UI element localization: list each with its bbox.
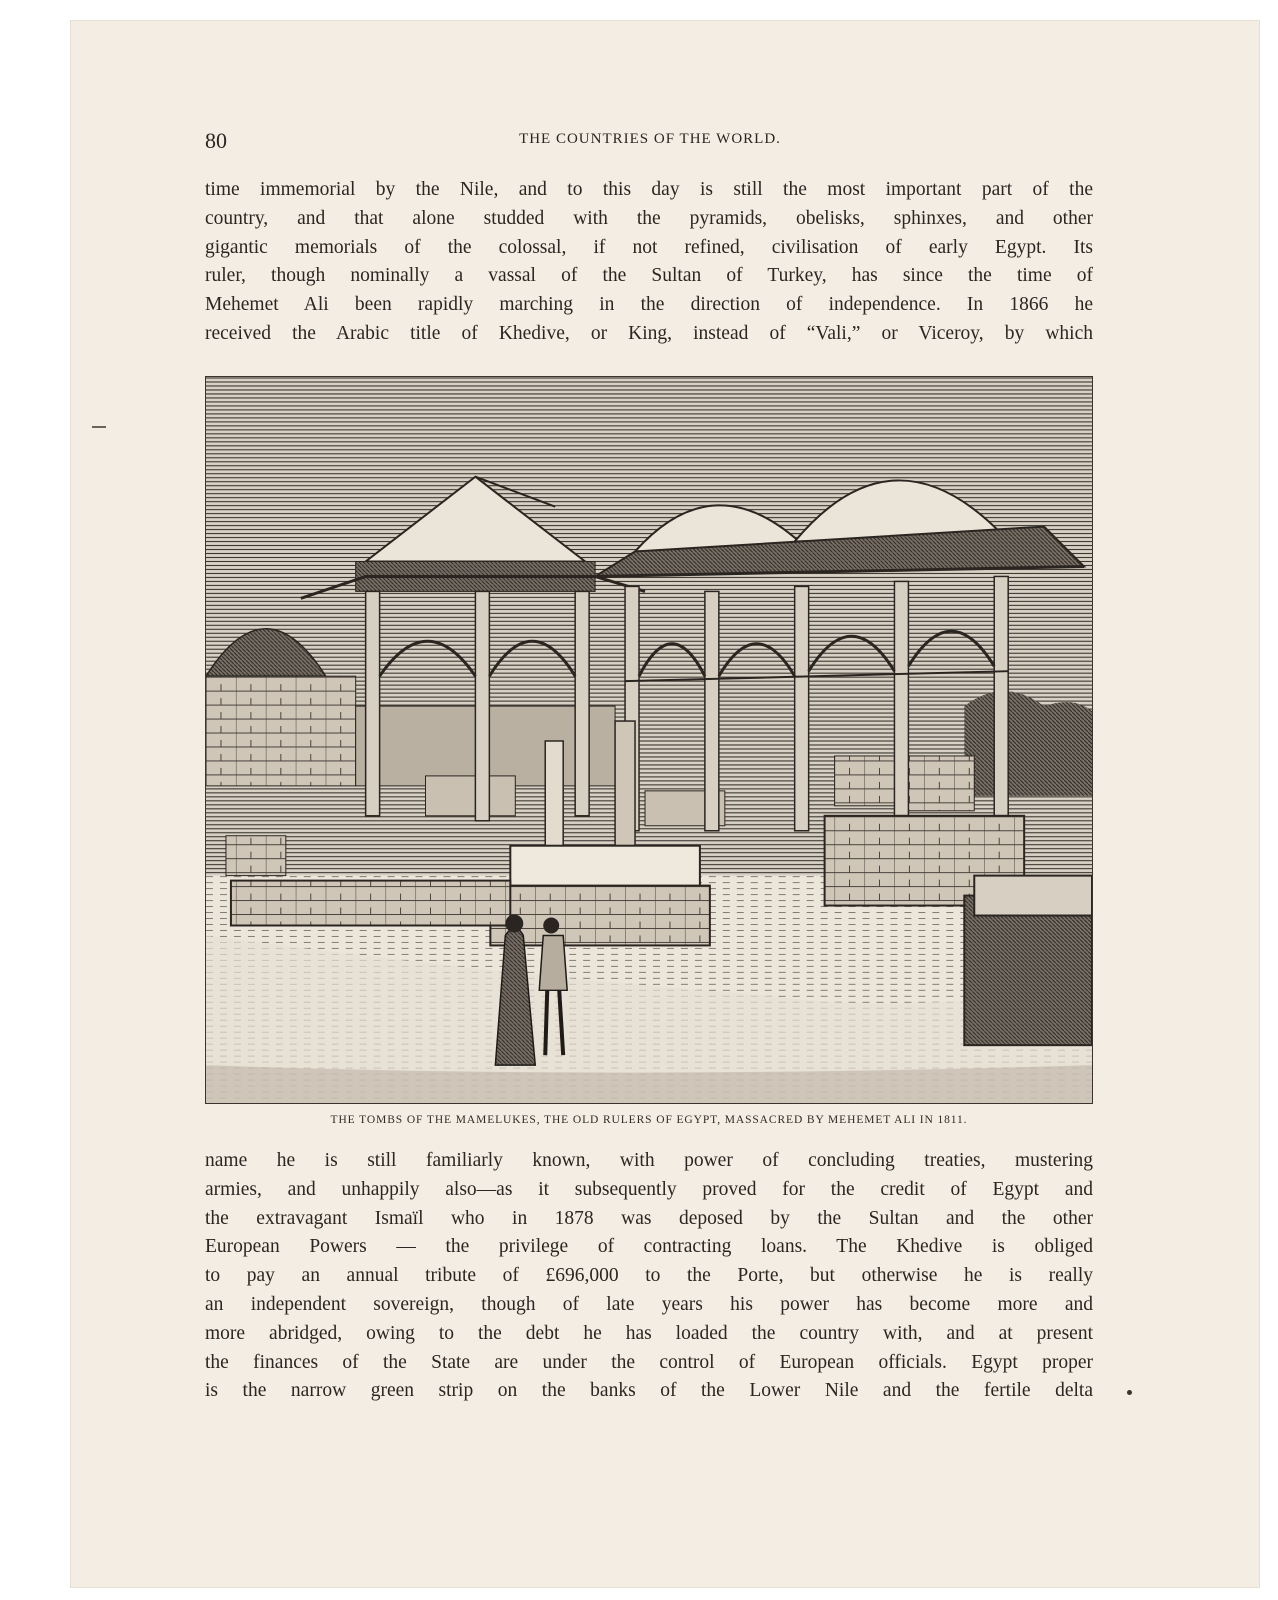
engraving-illustration bbox=[205, 376, 1093, 1104]
text-line: the extravagant Ismaïl who in 1878 was deposed by the Sultan and the other bbox=[205, 1207, 1093, 1229]
margin-mark bbox=[92, 426, 106, 428]
text-line: armies, and unhappily also—as it subsequently proved for the credit of Egypt and bbox=[205, 1178, 1093, 1200]
text-line: an independent sovereign, though of late years his power has become more and bbox=[205, 1293, 1093, 1315]
page-header bbox=[205, 128, 1095, 158]
text-line: Mehemet Ali been rapidly marching in the direction of independence. In 1866 he bbox=[205, 294, 1093, 316]
engraving-artwork bbox=[206, 377, 1092, 1103]
text-line: European Powers — the privilege of contracting loans. The Khedive is obliged bbox=[205, 1236, 1093, 1258]
text-line: to pay an annual tribute of £696,000 to the Porte, but otherwise he is really bbox=[205, 1265, 1093, 1287]
text-line: the finances of the State are under the control of European officials. Egypt proper bbox=[205, 1351, 1093, 1373]
ink-dot bbox=[1127, 1390, 1132, 1395]
running-title: THE COUNTRIES OF THE WORLD. bbox=[519, 131, 781, 147]
page-number: 80 bbox=[205, 128, 227, 153]
text-line: is the narrow green strip on the banks of the Lower Nile and the fertile delta bbox=[205, 1380, 1093, 1402]
text-line: country, and that alone studded with the pyramids, obelisks, sphinxes, and other bbox=[205, 207, 1093, 229]
text-line: gigantic memorials of the colossal, if not refined, civilisation of early Egypt. Its bbox=[205, 236, 1093, 258]
text-line: more abridged, owing to the debt he has loaded the country with, and at present bbox=[205, 1322, 1093, 1344]
text-line: received the Arabic title of Khedive, or King, instead of “Vali,” or Viceroy, by which bbox=[205, 322, 1093, 344]
text-line: time immemorial by the Nile, and to this day is still the most important part of the bbox=[205, 179, 1093, 200]
bottom-paragraph bbox=[205, 1147, 1093, 1406]
text-line: name he is still familiarly known, with power of concluding treaties, mustering bbox=[205, 1150, 1093, 1171]
figure-caption: THE TOMBS OF THE MAMELUKES, THE OLD RULERS OF EGYPT, MASSACRED BY MEHEMET ALI IN 1811. bbox=[330, 1114, 968, 1126]
top-paragraph bbox=[205, 176, 1093, 349]
text-line: ruler, though nominally a vassal of the Sultan of Turkey, has since the time of bbox=[205, 265, 1093, 287]
